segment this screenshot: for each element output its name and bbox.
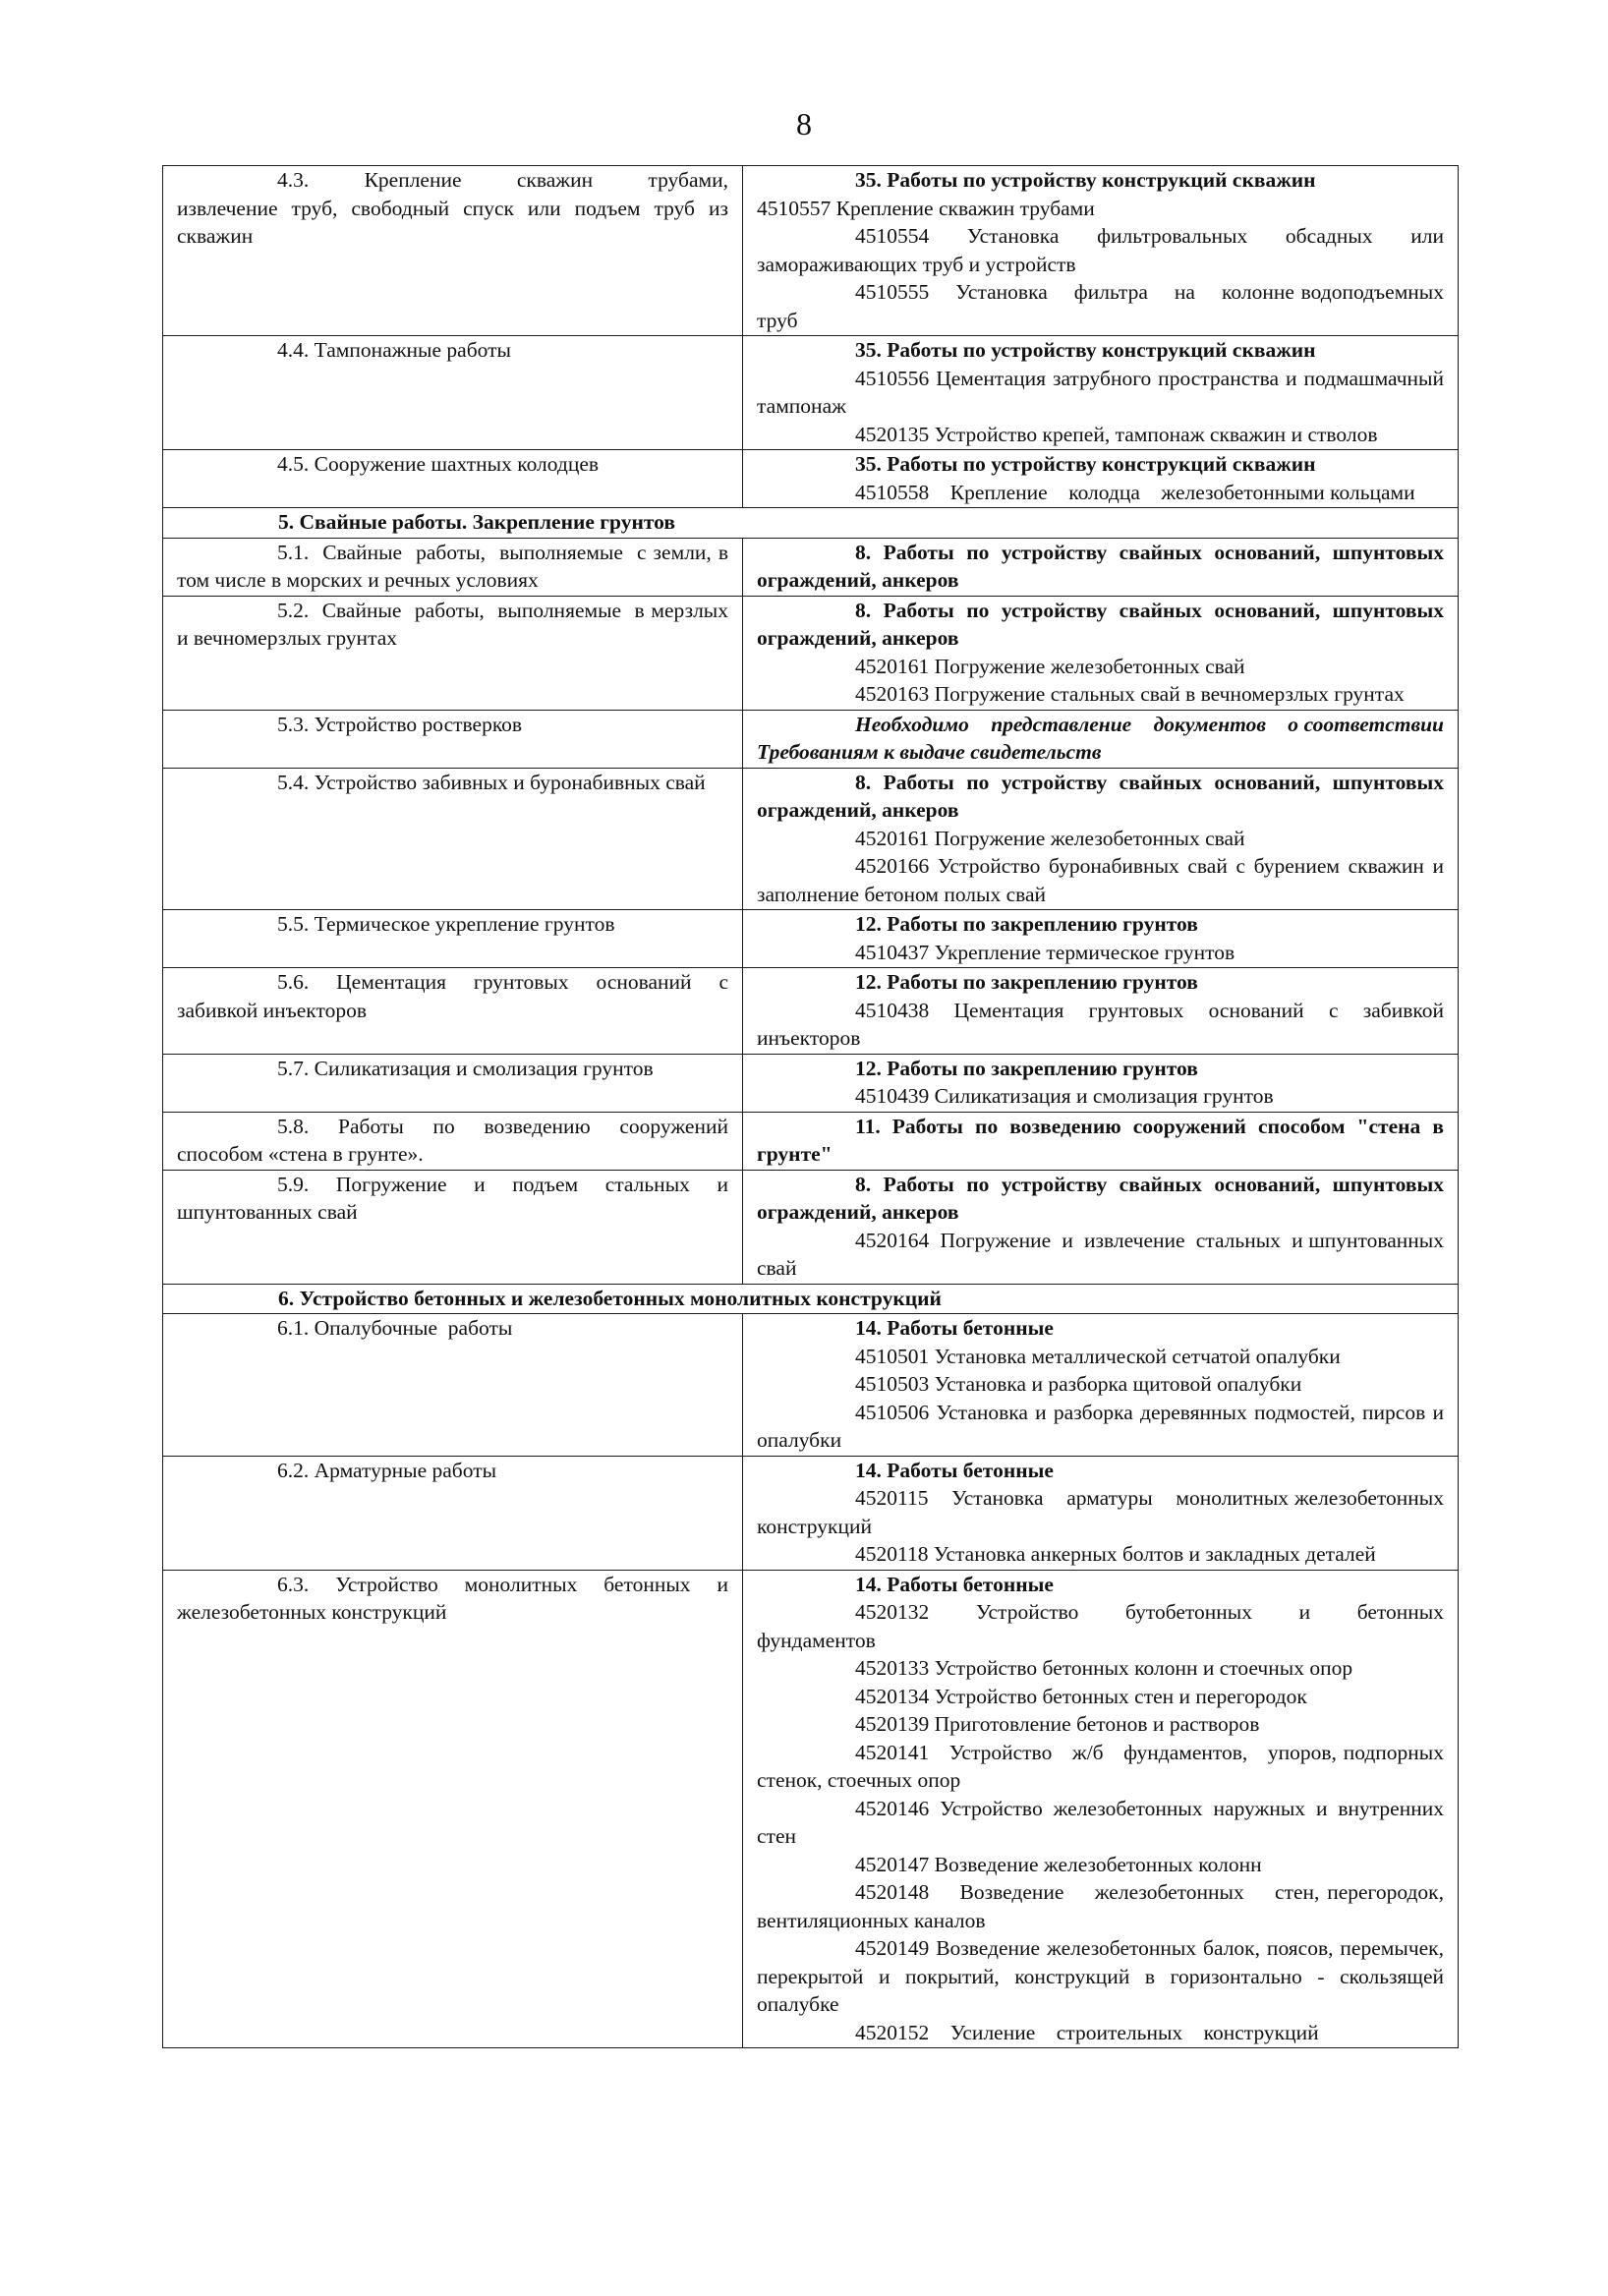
- table-row: [163, 1170, 1459, 1284]
- work-type-label: 5.9. Погружение и подъем стальных и шпунтованных свай: [177, 1172, 734, 1224]
- classifier-cell: [743, 1054, 1459, 1112]
- work-type-cell: [163, 1314, 743, 1457]
- classifier-cell: [743, 910, 1459, 968]
- classifier-heading: 35. Работы по устройству конструкций скважин: [855, 168, 1316, 192]
- requirements-table: [162, 165, 1459, 2048]
- classifier-heading: 12. Работы по закреплению грунтов: [855, 970, 1198, 994]
- classifier-entry: 4520115 Установка арматуры монолитных железобетонных конструкций: [757, 1486, 1450, 1538]
- classifier-cell: [743, 1170, 1459, 1284]
- classifier-heading: 35. Работы по устройству конструкций скважин: [855, 338, 1316, 362]
- classifier-entry: 4520132 Устройство бутобетонных и бетонных фундаментов: [757, 1600, 1450, 1652]
- work-type-cell: [163, 968, 743, 1055]
- requirement-note: Необходимо представление документов о соответствии Требованиям к выдаче свидетельств: [757, 712, 1450, 764]
- work-type-label: 6.2. Арматурные работы: [277, 1458, 497, 1482]
- table-row: [163, 1314, 1459, 1457]
- classifier-entry: 4520149 Возведение железобетонных балок, поясов, перемычек, перекрытой и покрытий, конструкций в горизонтально - скользящей опалубке: [757, 1936, 1450, 2016]
- work-type-cell: [163, 538, 743, 596]
- classifier-entry: 4520148 Возведение железобетонных стен, перегородок, вентиляционных каналов: [757, 1880, 1450, 1932]
- work-type-cell: [163, 910, 743, 968]
- work-type-label: 4.4. Тампонажные работы: [277, 338, 511, 362]
- table-row: [163, 1112, 1459, 1170]
- classifier-heading: 11. Работы по возведению сооружений способом "стена в грунте": [757, 1114, 1450, 1166]
- work-type-cell: [163, 1112, 743, 1170]
- classifier-entry: 4520135 Устройство крепей, тампонаж скважин и стволов: [855, 422, 1378, 446]
- table-row: [163, 710, 1459, 768]
- classifier-cell: [743, 768, 1459, 910]
- work-type-label: 4.5. Сооружение шахтных колодцев: [277, 452, 600, 476]
- work-type-label: 5.5. Термическое укрепление грунтов: [277, 912, 615, 936]
- classifier-entry: 4520133 Устройство бетонных колонн и стоечных опор: [855, 1656, 1353, 1680]
- classifier-heading: 35. Работы по устройству конструкций скважин: [855, 452, 1316, 476]
- table-row: [163, 1570, 1459, 2048]
- table-row: [163, 910, 1459, 968]
- classifier-cell: [743, 968, 1459, 1055]
- classifier-entry: 4520146 Устройство железобетонных наружных и внутренних стен: [757, 1796, 1450, 1848]
- work-type-label: 5.6. Цементация грунтовых оснований с забивкой инъекторов: [177, 970, 734, 1022]
- classifier-cell: [743, 1570, 1459, 2048]
- section-title: 6. Устройство бетонных и железобетонных монолитных конструкций: [278, 1286, 942, 1310]
- work-type-cell: [163, 450, 743, 508]
- classifier-heading: 8. Работы по устройству свайных оснований, шпунтовых ограждений, анкеров: [757, 598, 1450, 650]
- classifier-cell: [743, 1112, 1459, 1170]
- classifier-heading: 8. Работы по устройству свайных оснований, шпунтовых ограждений, анкеров: [757, 770, 1450, 822]
- classifier-heading: 8. Работы по устройству свайных оснований, шпунтовых ограждений, анкеров: [757, 1172, 1450, 1224]
- work-type-cell: [163, 1054, 743, 1112]
- table-row: [163, 336, 1459, 450]
- classifier-entry: 4510501 Установка металлической сетчатой опалубки: [855, 1344, 1341, 1368]
- classifier-entry: 4510438 Цементация грунтовых оснований с забивкой инъекторов: [757, 998, 1450, 1050]
- classifier-entry: 4520139 Приготовление бетонов и растворов: [855, 1712, 1260, 1736]
- classifier-heading: 12. Работы по закреплению грунтов: [855, 1056, 1198, 1080]
- work-type-label: 4.3. Крепление скважин трубами, извлечение труб, свободный спуск или подъем труб из скважин: [177, 168, 734, 248]
- classifier-entry: 4510506 Установка и разборка деревянных подмостей, пирсов и опалубки: [757, 1400, 1450, 1452]
- classifier-cell: [743, 538, 1459, 596]
- work-type-cell: [163, 1570, 743, 2048]
- work-type-label: 5.4. Устройство забивных и буронабивных свай: [277, 770, 706, 794]
- classifier-cell: [743, 1314, 1459, 1457]
- classifier-entry: 4510558 Крепление колодца железобетонными кольцами: [855, 480, 1415, 504]
- classifier-cell: [743, 596, 1459, 710]
- classifier-entry: 4510557 Крепление скважин трубами: [757, 196, 1095, 220]
- classifier-entry: 4520118 Установка анкерных болтов и закладных деталей: [855, 1542, 1376, 1566]
- work-type-label: 5.1. Свайные работы, выполняемые с земли, в том числе в морских и речных условиях: [177, 540, 734, 592]
- classifier-heading: 12. Работы по закреплению грунтов: [855, 912, 1198, 936]
- page-number: 8: [796, 106, 812, 142]
- section-row: [163, 508, 1459, 539]
- classifier-entry: 4520161 Погружение железобетонных свай: [855, 654, 1245, 678]
- section-heading-cell: [163, 1284, 1459, 1314]
- table-row: [163, 1054, 1459, 1112]
- classifier-cell: [743, 336, 1459, 450]
- work-type-cell: [163, 1170, 743, 1284]
- table-row: [163, 768, 1459, 910]
- work-type-label: 5.2. Свайные работы, выполняемые в мерзлых и вечномерзлых грунтах: [177, 598, 734, 650]
- table-row: [163, 166, 1459, 336]
- classifier-entry: 4510439 Силикатизация и смолизация грунтов: [855, 1084, 1274, 1108]
- classifier-cell: [743, 166, 1459, 336]
- table-body: [163, 166, 1459, 2048]
- table-row: [163, 538, 1459, 596]
- table-row: [163, 596, 1459, 710]
- classifier-heading: 8. Работы по устройству свайных оснований, шпунтовых ограждений, анкеров: [757, 540, 1450, 592]
- classifier-entry: 4520134 Устройство бетонных стен и перегородок: [855, 1684, 1307, 1708]
- classifier-heading: 14. Работы бетонные: [855, 1316, 1054, 1340]
- classifier-heading: 14. Работы бетонные: [855, 1458, 1054, 1482]
- work-type-cell: [163, 768, 743, 910]
- classifier-entry: 4520164 Погружение и извлечение стальных и шпунтованных свай: [757, 1228, 1450, 1280]
- section-row: [163, 1284, 1459, 1314]
- classifier-entry: 4520147 Возведение железобетонных колонн: [855, 1852, 1262, 1876]
- work-type-cell: [163, 166, 743, 336]
- work-type-cell: [163, 336, 743, 450]
- classifier-cell: [743, 1456, 1459, 1570]
- classifier-heading: 14. Работы бетонные: [855, 1572, 1054, 1596]
- work-type-label: 6.3. Устройство монолитных бетонных и железобетонных конструкций: [177, 1572, 734, 1624]
- work-type-cell: [163, 1456, 743, 1570]
- work-type-label: 6.1. Опалубочные работы: [277, 1316, 513, 1340]
- classifier-entry: 4520141 Устройство ж/б фундаментов, упоров, подпорных стенок, стоечных опор: [757, 1740, 1450, 1792]
- work-type-label: 5.3. Устройство ростверков: [277, 712, 523, 736]
- work-type-label: 5.8. Работы по возведению сооружений способом «стена в грунте».: [177, 1114, 734, 1166]
- work-type-cell: [163, 596, 743, 710]
- section-heading-cell: [163, 508, 1459, 539]
- work-type-label: 5.7. Силикатизация и смолизация грунтов: [277, 1056, 654, 1080]
- table-row: [163, 1456, 1459, 1570]
- classifier-cell: [743, 450, 1459, 508]
- classifier-entry: 4520161 Погружение железобетонных свай: [855, 826, 1245, 850]
- classifier-entry: 4520166 Устройство буронабивных свай с бурением скважин и заполнение бетоном полых свай: [757, 854, 1450, 906]
- table-row: [163, 968, 1459, 1055]
- classifier-entry: 4510437 Укрепление термическое грунтов: [855, 940, 1235, 964]
- classifier-entry: 4510556 Цементация затрубного пространства и подмашмачный тампонаж: [757, 366, 1450, 418]
- classifier-entry: 4510503 Установка и разборка щитовой опалубки: [855, 1372, 1302, 1396]
- work-type-cell: [163, 710, 743, 768]
- classifier-cell: [743, 710, 1459, 768]
- table-row: [163, 450, 1459, 508]
- section-title: 5. Свайные работы. Закрепление грунтов: [278, 510, 675, 534]
- classifier-entry: 4510555 Установка фильтра на колонне водоподъемных труб: [757, 280, 1450, 332]
- classifier-entry: 4520152 Усиление строительных конструкций: [855, 2020, 1319, 2044]
- classifier-entry: 4520163 Погружение стальных свай в вечномерзлых грунтах: [855, 682, 1405, 706]
- classifier-entry: 4510554 Установка фильтровальных обсадных или замораживающих труб и устройств: [757, 224, 1450, 276]
